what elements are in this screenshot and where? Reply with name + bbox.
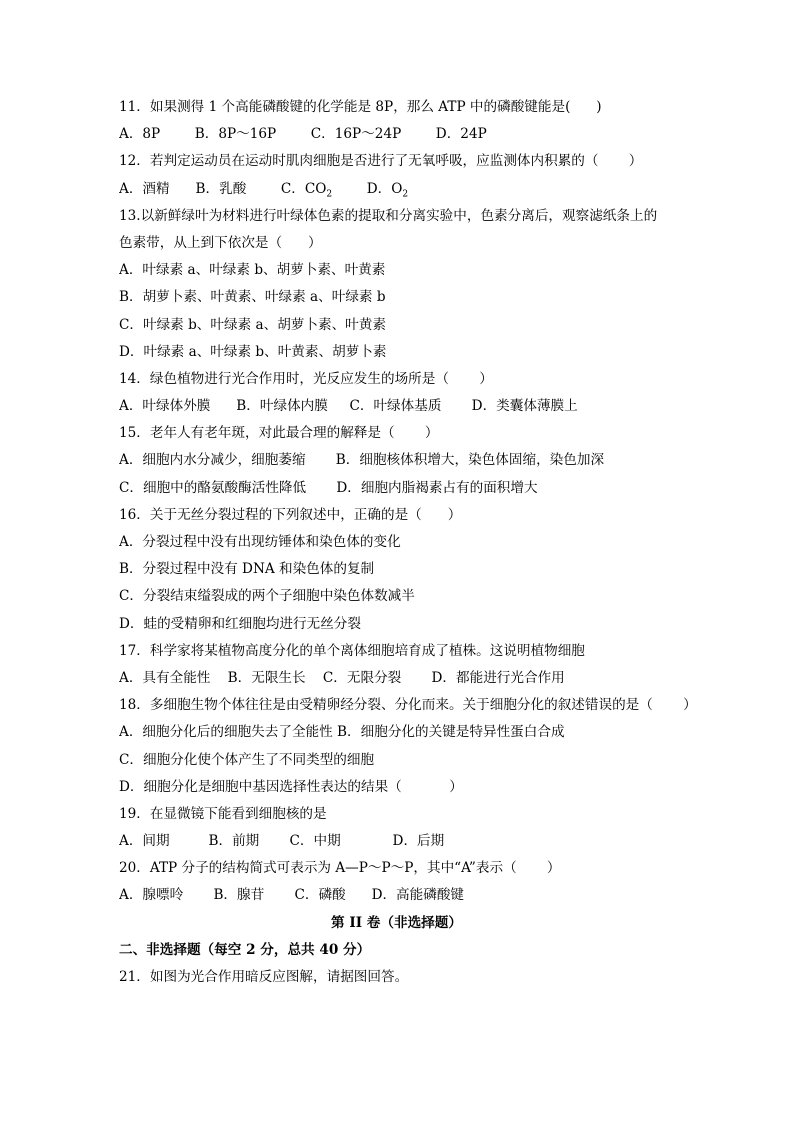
question-text: 17．科学家将某植物高度分化的单个离体细胞培育成了植株。这说明植物细胞 bbox=[119, 642, 585, 659]
answer-options: A．叶绿素 a、叶绿素 b、胡萝卜素、叶黄素 bbox=[119, 262, 386, 279]
answer-options: A．分裂过程中没有出现纺锤体和染色体的变化 bbox=[119, 534, 401, 550]
question-text: 14．绿色植物进行光合作用时，光反应发生的场所是（ ） bbox=[119, 370, 493, 387]
answer-options: B．胡萝卜素、叶黄素、叶绿素 a、叶绿素 b bbox=[119, 289, 386, 306]
answer-options: A．具有全能性 B．无限生长 C．无限分裂 D．都能进行光合作用 bbox=[119, 669, 565, 686]
answer-options: A．间期 B．前期 C．中期 D．后期 bbox=[119, 833, 445, 850]
question-text: 16．关于无丝分裂过程的下列叙述中，正确的是（ ） bbox=[119, 506, 462, 523]
question-text: 15．老年人有老年斑，对此最合理的解释是（ ） bbox=[119, 425, 439, 442]
answer-options: D．叶绿素 a、叶绿素 b、叶黄素、胡萝卜素 bbox=[119, 343, 387, 360]
question-text: 色素带，从上到下依次是（ ） bbox=[119, 234, 322, 251]
section-title: 第 II 卷（非选择题） bbox=[331, 914, 462, 931]
option-text: A．酒精 B．乳酸 C．CO bbox=[119, 180, 327, 197]
answer-options: D．蛙的受精卵和红细胞均进行无丝分裂 bbox=[119, 615, 361, 632]
question-text: 11．如果测得 1 个高能磷酸键的化学能是 8P，那么 ATP 中的磷酸键能是( ) bbox=[119, 99, 602, 115]
answer-options: A．8P B．8P～16P C．16P～24P D．24P bbox=[119, 126, 487, 143]
subscript: 2 bbox=[326, 189, 333, 200]
answer-options: A．腺嘌呤 B．腺苷 C．磷酸 D．高能磷酸键 bbox=[119, 887, 465, 904]
question-text: 12．若判定运动员在运动时肌肉细胞是否进行了无氧呼吸，应监测体内积累的（ ） bbox=[119, 153, 643, 170]
question-text: 13.以新鲜绿叶为材料进行叶绿体色素的提取和分离实验中，色素分离后，观察滤纸条上的 bbox=[119, 207, 658, 224]
answer-options: C．细胞中的酪氨酸酶活性降低 D．细胞内脂褐素占有的面积增大 bbox=[119, 479, 538, 496]
question-text: 21．如图为光合作用暗反应图解，请据图回答。 bbox=[119, 969, 409, 985]
answer-options: A．细胞分化后的细胞失去了全能性 B．细胞分化的关键是特异性蛋白合成 bbox=[119, 724, 565, 741]
answer-options: A．叶绿体外膜 B．叶绿体内膜 C．叶绿体基质 D．类囊体薄膜上 bbox=[119, 398, 578, 415]
answer-options: B．分裂过程中没有 DNA 和染色体的复制 bbox=[119, 561, 375, 578]
question-text: 18．多细胞生物个体往往是由受精卵经分裂、分化而来。关于细胞分化的叙述错误的是（ ） bbox=[119, 697, 697, 714]
section-heading: 二、非选择题（每空 2 分，总共 40 分） bbox=[119, 941, 371, 958]
answer-options: C．细胞分化使个体产生了不同类型的细胞 bbox=[119, 751, 375, 768]
subscript: 2 bbox=[402, 189, 409, 200]
option-text: D．O bbox=[332, 180, 403, 197]
answer-options: C．叶绿素 b、叶绿素 a、胡萝卜素、叶黄素 bbox=[119, 316, 386, 333]
answer-options bbox=[119, 176, 714, 203]
answer-options: D．细胞分化是细胞中基因选择性表达的结果（ ） bbox=[119, 778, 463, 795]
answer-options: A．细胞内水分减少，细胞萎缩 B．细胞核体积增大，染色体固缩，染色加深 bbox=[119, 452, 605, 469]
question-text: 19．在显微镜下能看到细胞核的是 bbox=[119, 805, 327, 822]
question-text: 20．ATP 分子的结构简式可表示为 A—P～P～P，其中“A”表示（ ） bbox=[119, 860, 561, 877]
answer-options: C．分裂结束缢裂成的两个子细胞中染色体数减半 bbox=[119, 588, 415, 605]
